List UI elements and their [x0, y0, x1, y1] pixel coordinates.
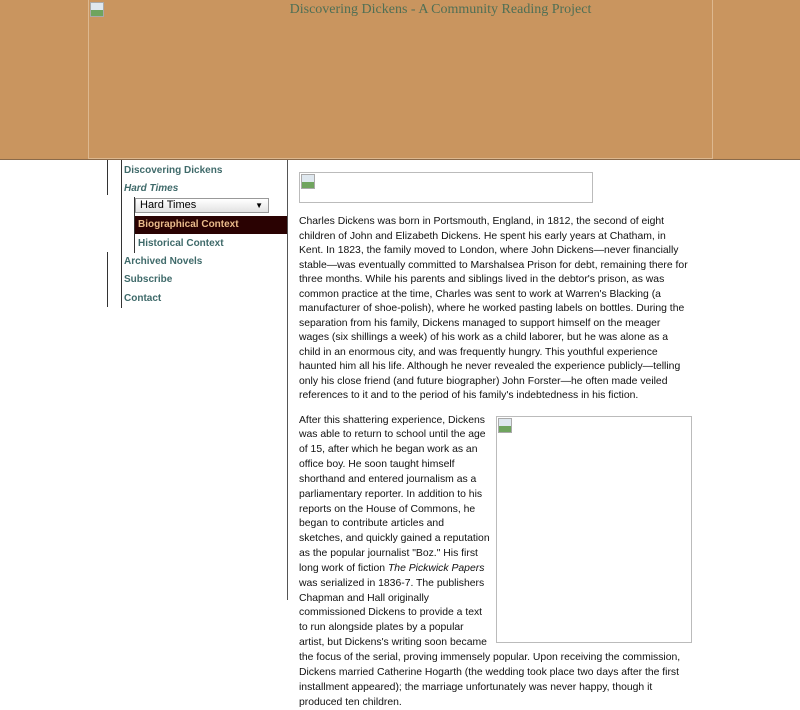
section-heading-image — [299, 172, 593, 203]
novel-select-value: Hard Times — [140, 199, 196, 211]
broken-image-icon — [498, 418, 512, 433]
nav-contact[interactable]: Contact — [124, 293, 161, 305]
nav-subscribe[interactable]: Subscribe — [124, 274, 172, 286]
paragraph-text: was serialized in 1836-7. The publishers Chapman and Hall originally commissioned Dickens to provide a text to run alongside plates by a popular artist, but Dickens's writing soon became the focus of the serial, proving immensely popular. Upon receiving the commission, Dickens married Catherine Hogarth (the wedding took place two days after the first installment appeared); the marriage unfortunately was never happy, though it produced ten children. — [299, 578, 680, 708]
nav-discovering-dickens[interactable]: Discovering Dickens — [124, 165, 222, 177]
nav-divider — [107, 252, 108, 307]
site-title: Discovering Dickens - A Community Reading Project — [89, 2, 712, 18]
nav-hard-times[interactable]: Hard Times — [124, 183, 178, 195]
paragraph-text: After this shattering experience, Dickens was able to return to school until the age of 15, after which he began work as an office boy. He soon taught himself shorthand and entered journalism as a parliamentary reporter. In addition to his reports on the House of Commons, he began to contribute articles and sketches, and quickly gained a reputation as the popular journalist "Boz." His first long work of fiction — [299, 415, 490, 574]
biography-paragraph-1: Charles Dickens was born in Portsmouth, England, in 1812, the second of eight children of John and Elizabeth Dickens. He spent his early years at Chatham, in Kent. In 1823, the family moved to London, where John Dickens—never financially stable—was eventually committed to Marshalsea Prison for debt, remaining there for three months. While his parents and siblings lived in the debtor's prison, as was common practice at the time, Charles was sent to work at Warren's Blacking (a manufacturer of shoe-polish), where he worked pasting labels on bottles. During the separation from his family, Dickens managed to support himself on the meager wages (six shillings a week) of his work as a child laborer, but he was alone as a child in an enormous city, and was frequently hungry. This youthful experience haunted him all his life. Although he never revealed the experience publicly—telling only his close friend (and future biographer) John Forster—he often made veiled references to it and to the period of his family's indebtedness in his fiction. — [299, 215, 692, 404]
nav-archived-novels[interactable]: Archived Novels — [124, 256, 202, 268]
nav-historical-context[interactable]: Historical Context — [138, 238, 224, 250]
broken-image-icon — [301, 174, 315, 189]
nav-biographical-context[interactable]: Biographical Context — [135, 216, 287, 234]
nav-divider — [107, 160, 108, 195]
portrait-image — [496, 416, 692, 643]
nav-divider — [121, 160, 122, 308]
book-title: The Pickwick Papers — [388, 563, 484, 574]
header-banner — [88, 0, 713, 159]
novel-select[interactable] — [135, 198, 269, 213]
site-header — [0, 0, 800, 160]
column-divider — [287, 160, 288, 600]
main-content — [299, 172, 692, 710]
dropdown-arrow-icon: ▼ — [255, 199, 263, 212]
